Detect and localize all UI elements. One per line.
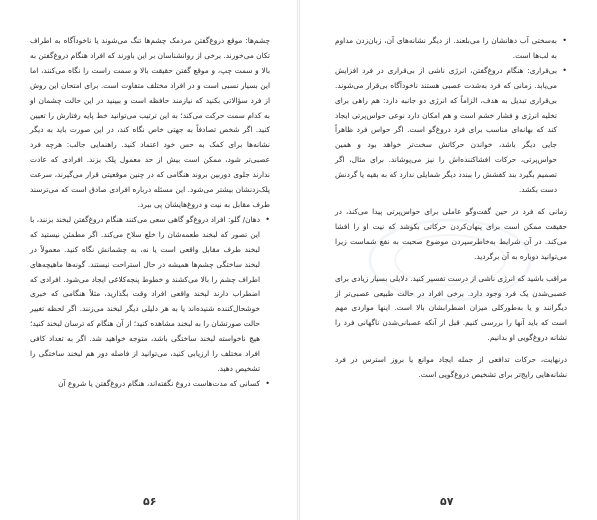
restlessness-bullet: • بی‌قراری: هنگام دروغ‌گفتن، انرژی ناشی از بی‌قراری در فرد افزایش می‌یابد. زمانی که فرد به‌شدت عصبی هستند ناخودآگاه بی‌قرار می‌شوند. بی‌قراری تبدیل به هدف، الزاماً که انرژی دو جانبه دارد: هم راهی برای تخلیه انرژی و فشار خشم است و هم امکان دارد نوعی حواس‌پرتی ایجاد کند که بهانه‌ای مناسب برای فرد دروغ‌گو است. اگر حواس فرد ظاهراً جایی دیگر باشد، خواندن حرکاتش سخت‌تر خواهد بود و همین حواس‌پرتی، حرکات افشاکننده‌اش را نیز می‌پوشاند. برای مثال، اگر تصمیم بگیرد بند کفشش را ببندد دیگر شمایلی ندارد که به بقیه یا گردنش دست بکشد. xyxy=(335,64,567,198)
left-page-text xyxy=(30,34,270,392)
caution-paragraph: مراقب باشید که انرژی ناشی از درست تفسیر کنید. دلایلی بسیار زیادی برای عصبی‌شدن یک فرد وجود دارد. برخی افراد در حالت طبیعی عصبی‌تر از دیگرانند و یا به‌طورکلی میزان اضطرابشان بالا است. اینها مواردی مهم است که باید آنها را بررسی کنیم. قبل از آنکه عصبانی‌شدن ناگهانی فرد را نشانه دروغ‌گویی او بدانیم. xyxy=(334,273,567,343)
page-number-left: ۵۶ xyxy=(143,495,157,508)
distraction-paragraph: زمانی که فرد در حین گفت‌وگو عاملی برای حواس‌پرتی پیدا می‌کند، در حقیقت ممکن است برای پنهان‌کردن حرکاتی بکوشد که نیت او را افشا می‌کند. در آن شرایط به‌خاطرسپردن موضوع صحبت به نفع شماست زیرا می‌توانید دوباره به آن برگردید. xyxy=(335,206,567,261)
eyes-paragraph: چشم‌ها: موقع دروغ‌گفتن مردمک چشم‌ها تنگ می‌شوند یا ناخودآگاه به اطراف تکان می‌خورند. برخی از روانشناسان بر این باورند که افراد هنگام دروغ‌گفتن به بالا و سمت چپ، و موقع گفتن حقیقت بالا و سمت راست را نگاه می‌کنند، اما این بسیار نسبی است و در افراد مختلف متفاوت است. برای امتحان این روش از فرد سؤالاتی بکنید که نیازمند حافظه است و ببینید در این حالت چشمان او به کدام سمت حرکت می‌کند؛ به این ترتیب می‌توانید خط پایه رفتارش را تعیین کنید. اگر شخص تصادفاً به جهتی خاص نگاه کند، در این صورت باید به دیگر نشانه‌ها برای کمک به حس خود اعتماد کنید. راهنمایی جالب: هرچه فرد عصبی‌تر شود، ممکن است بیش از حد معمول پلک بزند. افرادی که عادت ندارند جلوی دوربین بروند هنگامی که در چنین موقعیتی قرار می‌گیرند، سرعت پلک‌زدنشان بیشتر می‌شود. این مسئله درباره افرادی صادق است که می‌ترسند طرف مقابل به نیت و دروغ‌هایشان پی ببرد. xyxy=(30,36,270,209)
conclusion-paragraph: درنهایت، حرکات تدافعی از جمله ایجاد موانع یا بروز استرس در فرد نشانه‌هایی رایج‌تر برای تشخیص دروغ‌گویی است. xyxy=(335,355,567,380)
right-page xyxy=(299,0,597,520)
swallowing-continuation: • به‌سختی آب دهانشان را می‌بلعند. از دیگر نشانه‌های آن، زبان‌زدن مداوم به لب‌ها است. xyxy=(335,34,567,64)
left-page xyxy=(0,0,298,520)
right-page-text xyxy=(335,34,567,383)
page-number-right: ۵۷ xyxy=(440,495,454,508)
swallowing-bullet: • کسانی که مدت‌هاست دروغ نگفته‌اند، هنگام دروغ‌گفتن یا شروع آن xyxy=(30,377,270,392)
mouth-throat-bullet: • دهان/ گلو: افراد دروغ‌گو گاهی سعی می‌کنند هنگام دروغ‌گفتن لبخند بزنند، با این تصور که لبخند طعمه‌شان را خلع سلاح می‌کند. اگر مطمئن نیستید که لبخند طرف مقابل واقعی است یا نه، به چشمانش نگاه کنید. معمولاً در لبخند ساختگی چشم‌ها همیشه در حال استراحت نیستند. گونه‌ها ماهیچه‌های اطراف چشم را بالا می‌کشند و خطوط پنجه‌کلاغی ایجاد می‌شود. افرادی که اضطراب دارند لبخند واقعی افراد وقت بگذارید، مثلاً هنگامی که خبری خوشحال‌کننده شنیده‌اند یا به هر دلیلی دیگر لبخند می‌زنند. اگر لحظه تغییر حالت صورتشان را به لبخند مشاهده کنید؛ از آن هنگام که ترسان لبخند کنید؛ هیچ ناخواسته لبخند ساختگی باشد، متوجه خواهید شد. اگر به تعداد کافی افراد مختلف را ارزیابی کنید، می‌توانید از فاصله دور هم لبخند ساختگی را تشخیص دهید. xyxy=(30,213,270,377)
